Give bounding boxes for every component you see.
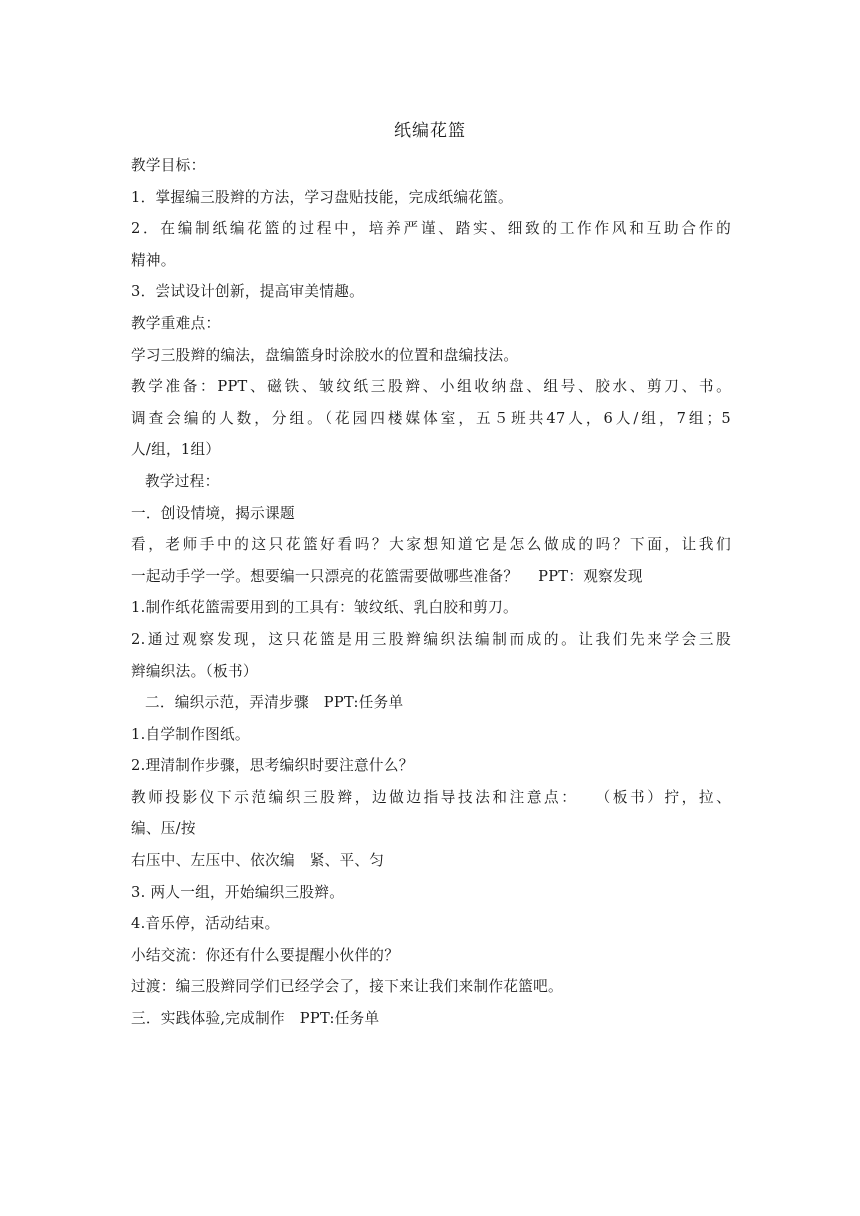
objective-3: 3．尝试设计创新，提高审美情趣。 bbox=[131, 283, 364, 301]
step-1-intro: 看，老师手中的这只花篮好看吗？大家想知道它是怎么做成的吗？下面，让我们 bbox=[131, 536, 731, 554]
preparation-text: 教学准备：PPT、磁铁、皱纹纸三股辫、小组收纳盘、组号、胶水、剪刀、书。 bbox=[131, 378, 731, 396]
step-1-item-1: 1.制作纸花篮需要用到的工具有：皱纹纸、乳白胶和剪刀。 bbox=[131, 599, 518, 617]
document-body bbox=[131, 150, 731, 1035]
step-2-item-1: 1.自学制作图纸。 bbox=[131, 725, 250, 743]
step-1-heading: 一．创设情境，揭示课题 bbox=[131, 504, 295, 522]
demo-text-continued: 编、压/按 bbox=[131, 820, 196, 838]
step-2-item-2: 2.理清制作步骤，思考编织时要注意什么？ bbox=[131, 757, 414, 775]
grouping-text: 调查会编的人数，分组。（花园四楼媒体室，五５班共47人，6人/组，7组；5 bbox=[131, 409, 731, 427]
grouping-text-continued: 人/组，1组） bbox=[131, 441, 221, 459]
step-1-intro-continued: 一起动手学一学。想要编一只漂亮的花篮需要做哪些准备？ PPT：观察发现 bbox=[131, 567, 643, 585]
objective-1: 1．掌握编三股辫的方法，学习盘贴技能，完成纸编花篮。 bbox=[131, 188, 513, 206]
step-3-heading: 三．实践体验,完成制作 PPT:任务单 bbox=[131, 1010, 380, 1028]
step-1-item-2-continued: 辫编织法。（板书） bbox=[131, 662, 258, 680]
step-1-item-2: 2.通过观察发现，这只花篮是用三股辫编织法编制而成的。让我们先来学会三股 bbox=[131, 630, 731, 648]
step-2-heading: 二．编织示范，弄清步骤 PPT:任务单 bbox=[145, 694, 404, 712]
objective-2: 2．在编制纸编花篮的过程中，培养严谨、踏实、细致的工作作风和互助合作的 bbox=[131, 220, 731, 238]
key-points-text: 学习三股辫的编法，盘编篮身时涂胶水的位置和盘编技法。 bbox=[131, 346, 519, 364]
document-title: 纸编花篮 bbox=[394, 121, 466, 141]
summary-text: 小结交流：你还有什么要提醒小伙伴的？ bbox=[131, 946, 400, 964]
transition-text: 过渡：编三股辫同学们已经学会了，接下来让我们来制作花篮吧。 bbox=[131, 978, 563, 996]
demo-text: 教师投影仪下示范编织三股辫，边做边指导技法和注意点： （板书）拧，拉、 bbox=[131, 788, 731, 806]
demo-technique: 右压中、左压中、依次编 紧、平、匀 bbox=[131, 852, 385, 870]
section-heading-objectives: 教学目标： bbox=[131, 157, 206, 174]
section-heading-key-points: 教学重难点： bbox=[131, 314, 221, 332]
step-2-item-3: 3. 两人一组，开始编织三股辫。 bbox=[131, 883, 345, 901]
objective-2-continued: 精神。 bbox=[131, 251, 176, 269]
section-heading-process: 教学过程： bbox=[145, 472, 220, 490]
step-2-item-4: 4.音乐停，活动结束。 bbox=[131, 915, 280, 933]
